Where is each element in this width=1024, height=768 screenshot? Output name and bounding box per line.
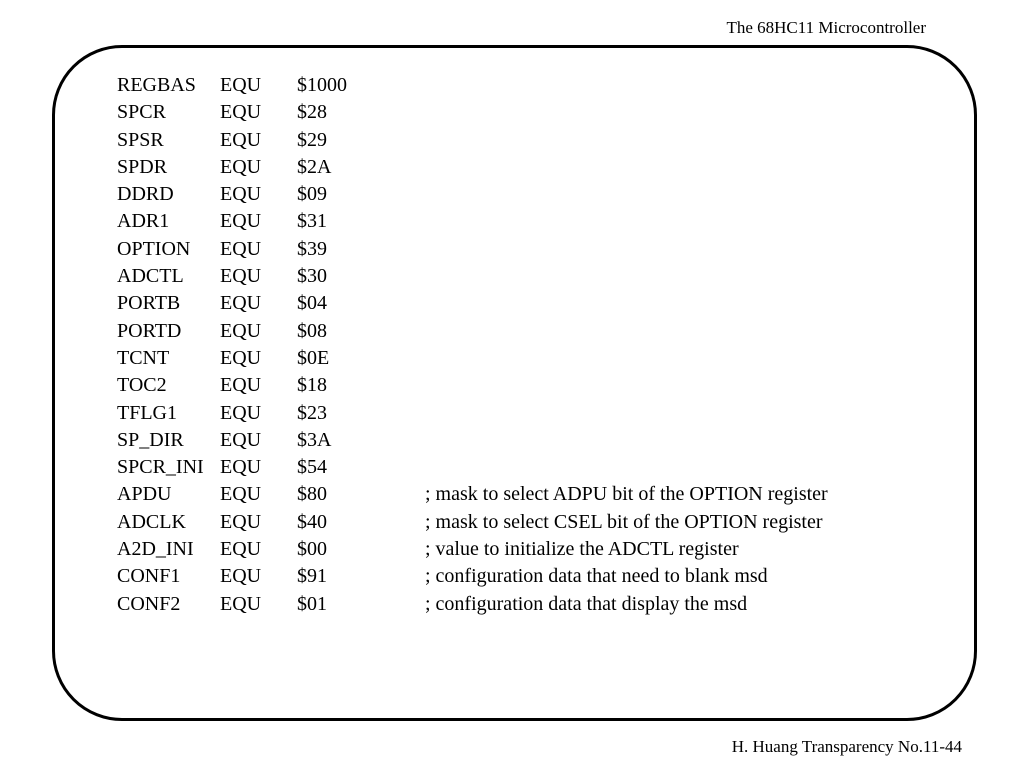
code-comment: ; mask to select CSEL bit of the OPTION register bbox=[425, 510, 823, 533]
code-label: SP_DIR bbox=[117, 428, 184, 451]
code-comment: ; value to initialize the ADCTL register bbox=[425, 538, 739, 561]
code-value: $91 bbox=[297, 565, 327, 588]
code-label: A2D_INI bbox=[117, 538, 194, 561]
code-value: $28 bbox=[297, 101, 327, 124]
code-directive: EQU bbox=[220, 565, 262, 588]
code-line bbox=[117, 290, 828, 317]
code-value: $23 bbox=[297, 401, 327, 424]
code-value: $31 bbox=[297, 210, 327, 233]
code-directive: EQU bbox=[220, 101, 262, 124]
code-line bbox=[117, 318, 828, 345]
code-line bbox=[117, 345, 828, 372]
code-directive: EQU bbox=[220, 456, 262, 479]
code-line bbox=[117, 400, 828, 427]
code-line bbox=[117, 536, 828, 563]
code-comment bbox=[425, 127, 828, 154]
code-label: OPTION bbox=[117, 237, 191, 260]
code-comment bbox=[425, 427, 828, 454]
code-line bbox=[117, 454, 828, 481]
code-line bbox=[117, 154, 828, 181]
code-comment bbox=[425, 154, 828, 181]
code-label: TOC2 bbox=[117, 374, 167, 397]
code-directive: EQU bbox=[220, 183, 262, 206]
code-value: $30 bbox=[297, 265, 327, 288]
code-comment bbox=[425, 72, 828, 99]
code-directive: EQU bbox=[220, 319, 262, 342]
code-listing-body bbox=[117, 72, 828, 618]
code-directive: EQU bbox=[220, 74, 262, 96]
code-directive: EQU bbox=[220, 374, 262, 397]
code-comment bbox=[425, 454, 828, 481]
code-comment bbox=[425, 400, 828, 427]
code-value: $0E bbox=[297, 346, 330, 369]
equ-code-listing bbox=[117, 72, 828, 618]
code-line bbox=[117, 208, 828, 235]
code-value: $18 bbox=[297, 374, 327, 397]
code-directive: EQU bbox=[220, 292, 262, 315]
code-value: $3A bbox=[297, 428, 332, 451]
code-comment: ; mask to select ADPU bit of the OPTION register bbox=[425, 483, 828, 506]
code-directive: EQU bbox=[220, 592, 262, 615]
code-comment bbox=[425, 99, 828, 126]
code-line bbox=[117, 127, 828, 154]
code-comment bbox=[425, 263, 828, 290]
code-label: SPCR_INI bbox=[117, 456, 204, 479]
code-line bbox=[117, 509, 828, 536]
code-label: REGBAS bbox=[117, 74, 196, 96]
code-line bbox=[117, 236, 828, 263]
code-comment bbox=[425, 372, 828, 399]
code-line bbox=[117, 181, 828, 208]
code-directive: EQU bbox=[220, 155, 262, 178]
code-value: $80 bbox=[297, 483, 327, 506]
code-label: SPDR bbox=[117, 155, 168, 178]
code-label: TCNT bbox=[117, 346, 170, 369]
code-comment bbox=[425, 181, 828, 208]
code-value: $00 bbox=[297, 538, 327, 561]
code-line bbox=[117, 563, 828, 590]
code-comment bbox=[425, 208, 828, 235]
code-directive: EQU bbox=[220, 346, 262, 369]
code-line bbox=[117, 372, 828, 399]
page-title: The 68HC11 Microcontroller bbox=[726, 18, 926, 37]
code-label: ADR1 bbox=[117, 210, 170, 233]
code-value: $2A bbox=[297, 155, 332, 178]
code-directive: EQU bbox=[220, 401, 262, 424]
code-line bbox=[117, 263, 828, 290]
code-value: $08 bbox=[297, 319, 327, 342]
code-label: PORTD bbox=[117, 319, 182, 342]
code-label: ADCLK bbox=[117, 510, 186, 533]
code-value: $04 bbox=[297, 292, 327, 315]
code-label: APDU bbox=[117, 483, 172, 506]
code-line bbox=[117, 427, 828, 454]
code-value: $01 bbox=[297, 592, 327, 615]
code-value: $39 bbox=[297, 237, 327, 260]
code-directive: EQU bbox=[220, 428, 262, 451]
code-directive: EQU bbox=[220, 210, 262, 233]
code-label: PORTB bbox=[117, 292, 181, 315]
code-line bbox=[117, 99, 828, 126]
footer-text: H. Huang Transparency No.11-44 bbox=[731, 737, 962, 756]
code-directive: EQU bbox=[220, 128, 262, 151]
code-comment bbox=[425, 236, 828, 263]
code-comment bbox=[425, 318, 828, 345]
code-comment: ; configuration data that need to blank msd bbox=[425, 565, 768, 588]
code-directive: EQU bbox=[220, 237, 262, 260]
code-value: $1000 bbox=[297, 74, 347, 96]
code-line bbox=[117, 72, 828, 99]
code-line bbox=[117, 481, 828, 508]
code-directive: EQU bbox=[220, 265, 262, 288]
code-directive: EQU bbox=[220, 538, 262, 561]
code-label: SPCR bbox=[117, 101, 166, 124]
code-label: ADCTL bbox=[117, 265, 184, 288]
code-label: TFLG1 bbox=[117, 401, 177, 424]
code-value: $40 bbox=[297, 510, 327, 533]
code-directive: EQU bbox=[220, 510, 262, 533]
code-value: $29 bbox=[297, 128, 327, 151]
code-label: SPSR bbox=[117, 128, 164, 151]
code-value: $54 bbox=[297, 456, 327, 479]
code-label: DDRD bbox=[117, 183, 174, 206]
code-comment: ; configuration data that display the msd bbox=[425, 592, 748, 615]
code-comment bbox=[425, 345, 828, 372]
code-label: CONF1 bbox=[117, 565, 181, 588]
code-label: CONF2 bbox=[117, 592, 181, 615]
code-value: $09 bbox=[297, 183, 327, 206]
code-comment bbox=[425, 290, 828, 317]
code-directive: EQU bbox=[220, 483, 262, 506]
code-line bbox=[117, 591, 828, 618]
